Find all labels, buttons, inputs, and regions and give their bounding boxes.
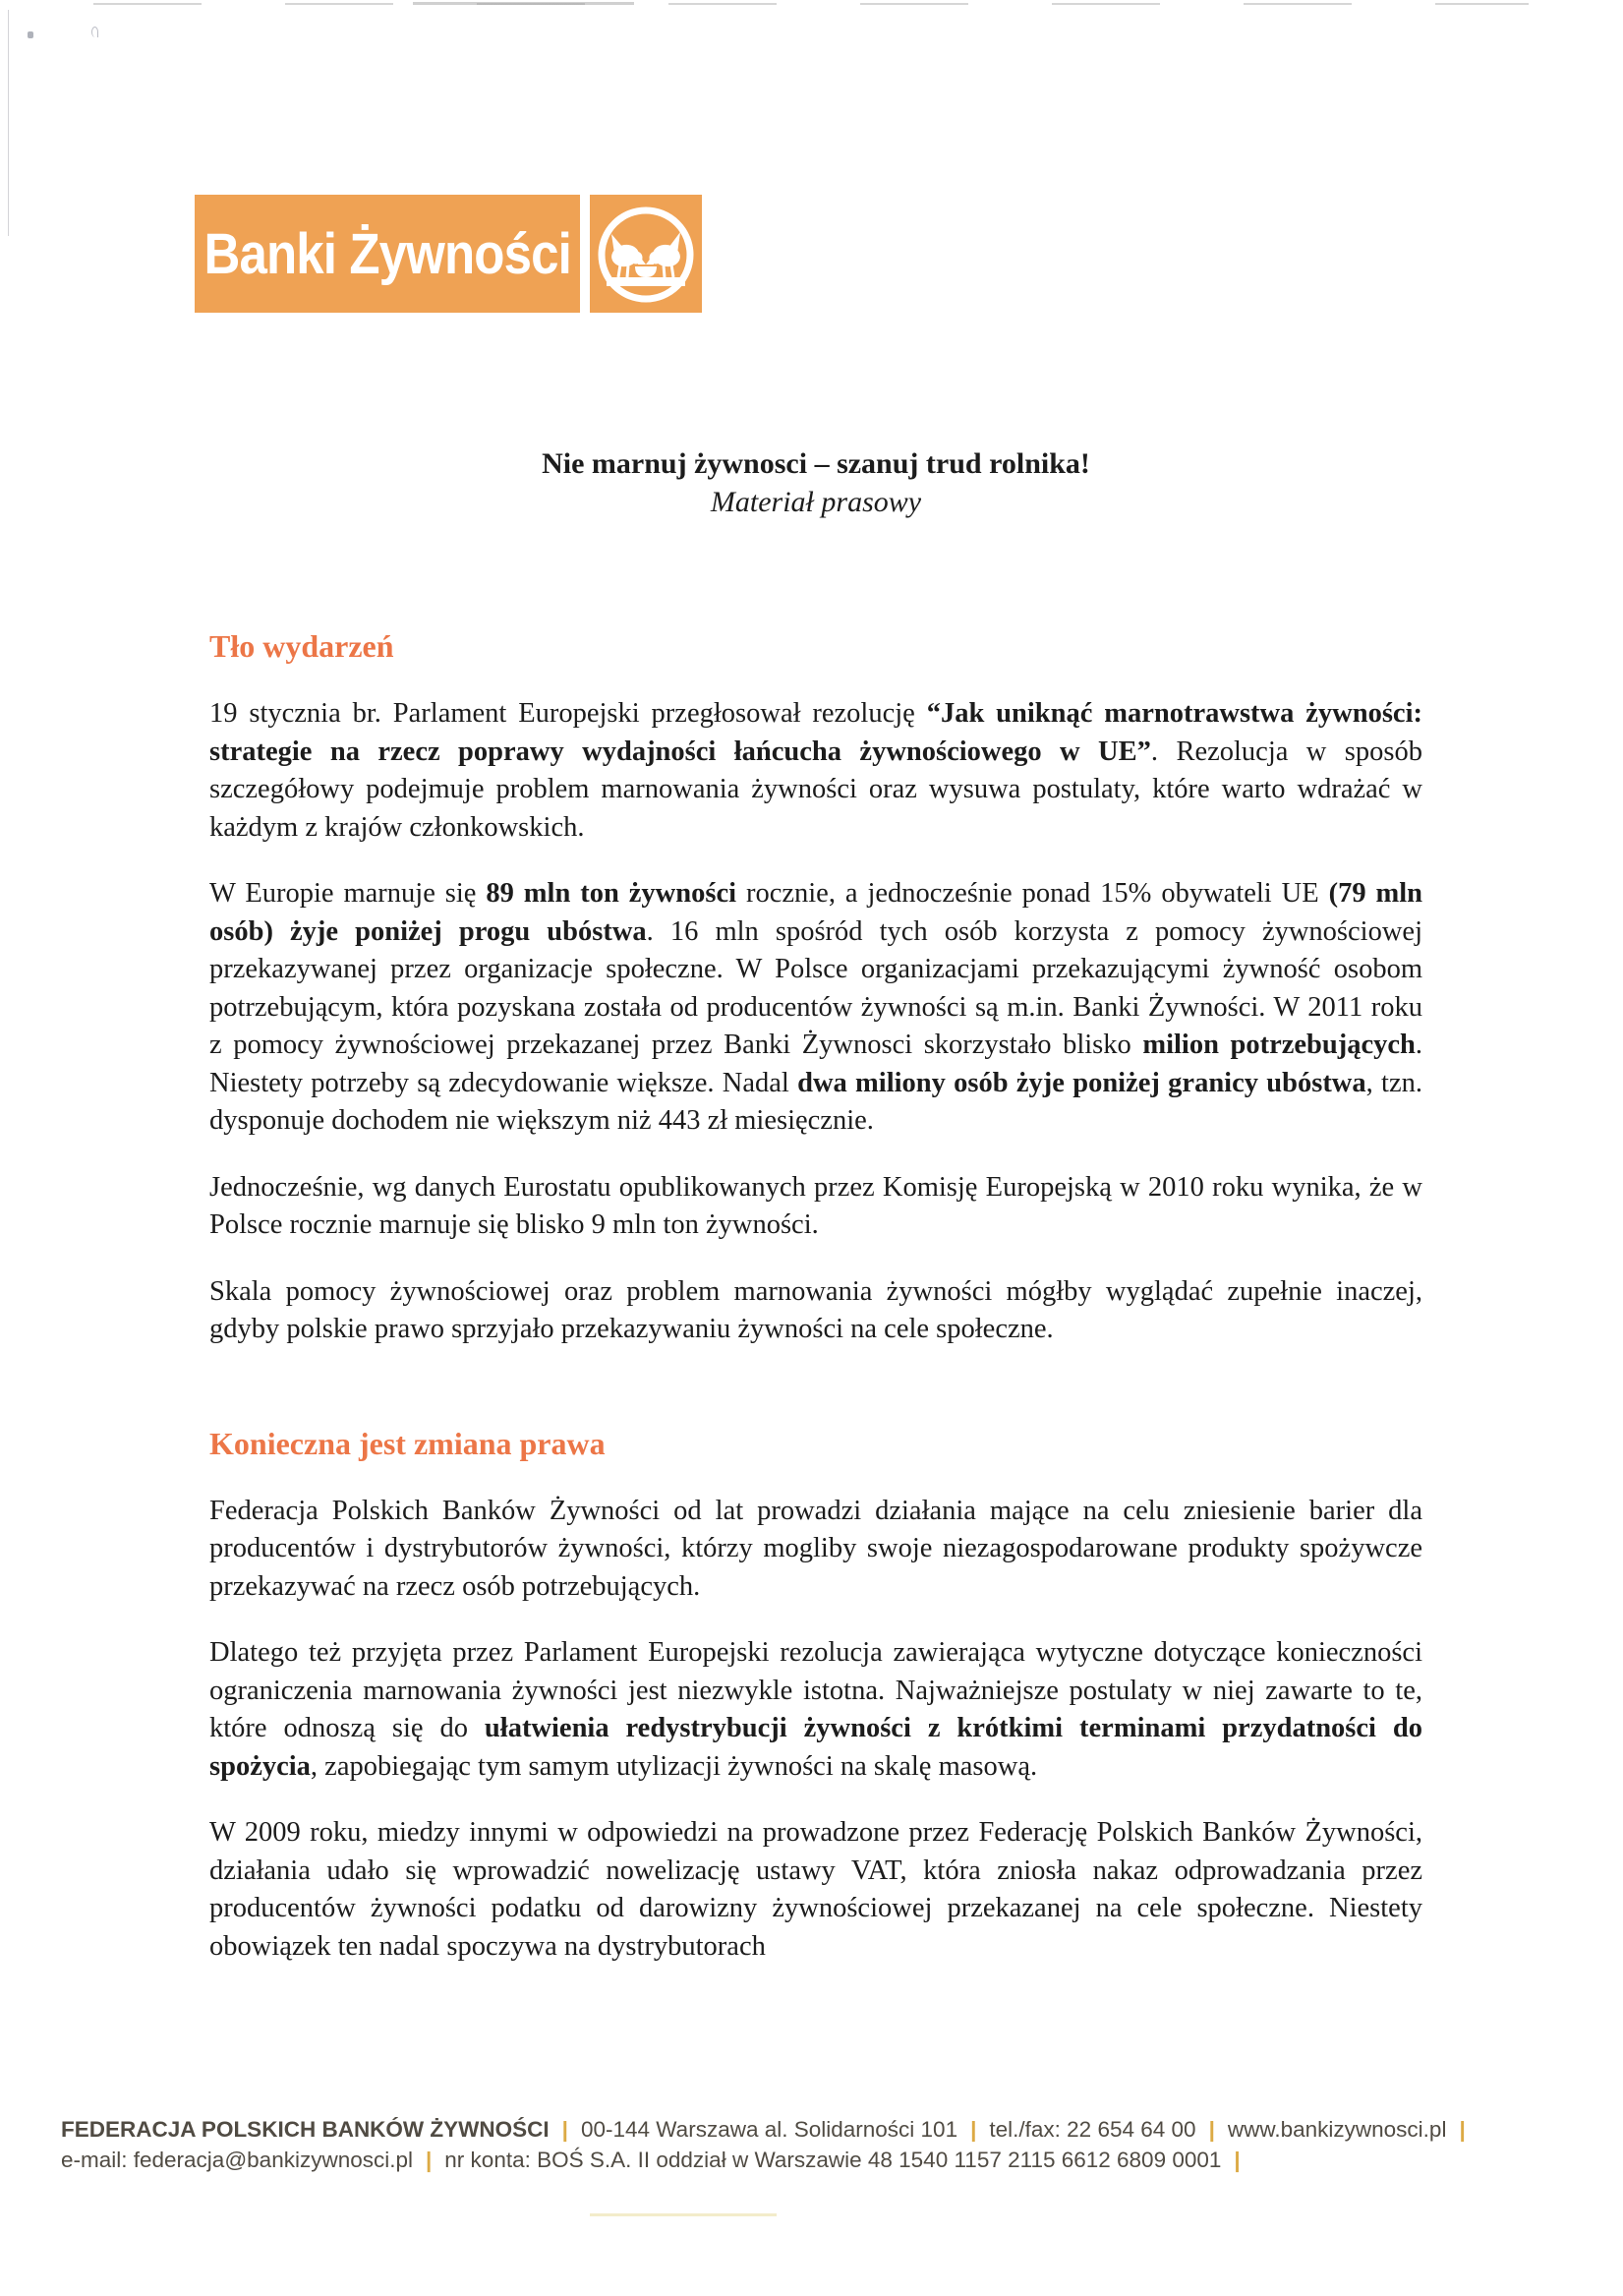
document-body bbox=[209, 629, 1422, 1994]
footer-line bbox=[61, 2145, 1594, 2175]
scan-artifact bbox=[91, 27, 98, 37]
paragraph bbox=[209, 1634, 1422, 1786]
section-heading: Tło wydarzeń bbox=[209, 628, 394, 664]
scan-artifact bbox=[590, 2213, 777, 2216]
paragraph-text: , tzn. dysponuje dochodem nie większym niż 443 zł miesięcznie. bbox=[209, 1067, 1422, 1136]
paragraph-text: Federacja Polskich Banków Żywności od lat prowadzi działania mające na celu zniesienie barier dla producentów i dystrybutorów żywności, którzy mogliby swoje niezagospodarowane produkty spożywcze przekazywać na rzecz osób potrzebujących. bbox=[209, 1495, 1422, 1602]
paragraph-text-bold: dwa miliony osób żyje poniżej granicy ubóstwa bbox=[797, 1067, 1366, 1098]
footer-item: FEDERACJA POLSKICH BANKÓW ŻYWNOŚCI bbox=[61, 2117, 550, 2142]
paragraph-text: . Rezolucja w sposób szczegółowy podejmuje problem marnowania żywności oraz wysuwa postulaty, które warto wdrażać w każdym z krajów członkowskich. bbox=[209, 736, 1422, 843]
footer-item: tel./fax: 22 654 64 00 bbox=[989, 2117, 1196, 2142]
footer-item: nr konta: BOŚ S.A. II oddział w Warszawie 48 1540 1157 2115 6612 6809 0001 bbox=[444, 2148, 1222, 2172]
paragraph bbox=[209, 695, 1422, 847]
paragraph bbox=[209, 1169, 1422, 1245]
paragraph-text: . 16 mln spośród tych osób korzysta z pomocy żywnościowej przekazywanej przez organizacje społeczne. W Polsce organizacjami przekazującymi żywność osobom potrzebującym, która pozyskana została od producentów żywności są m.in. Banki Żywności. W 2011 roku z pomocy żywnościowej przekazanej przez Banki Żywnosci skorzystało blisko bbox=[209, 915, 1422, 1060]
paragraph bbox=[209, 875, 1422, 1141]
paragraph-text: rocznie, a jednocześnie ponad 15% obywateli UE bbox=[736, 878, 1329, 909]
footer-separator: | bbox=[1234, 2148, 1241, 2172]
logo-wordmark bbox=[195, 195, 580, 313]
footer-separator: | bbox=[561, 2117, 568, 2142]
footer-separator: | bbox=[426, 2148, 433, 2172]
paragraph-text: Jednocześnie, wg danych Eurostatu opublikowanych przez Komisję Europejską w 2010 roku wynika, że w Polsce rocznie marnuje się blisko 9 mln ton żywności. bbox=[209, 1171, 1422, 1240]
footer-item: 00-144 Warszawa al. Solidarności 101 bbox=[580, 2117, 958, 2142]
paragraph-text-bold: (79 mln osób) żyje poniżej progu ubóstwa bbox=[209, 878, 1423, 947]
paragraph-text: , zapobiegając tym samym utylizacji żywności na skalę masową. bbox=[310, 1750, 1038, 1782]
footer-item: e-mail: federacja@bankizywnosci.pl bbox=[61, 2148, 413, 2172]
paragraph-text-bold: milion potrzebujących bbox=[1142, 1030, 1416, 1060]
paragraph-text: . Niestety potrzeby są zdecydowanie większe. Nadal bbox=[209, 1030, 1422, 1098]
paragraph bbox=[209, 1814, 1422, 1966]
paragraph-text: W 2009 roku, miedzy innymi w odpowiedzi na prowadzone przez Federację Polskich Banków Żywności, działania udało się wprowadzić nowelizację ustawy VAT, która zniosła nakaz odprowadzania przez producentów żywności podatku od darowizny żywnościowej przekazanej na cele społeczne. Niestety obowiązek ten nadal spoczywa na dystrybutorach bbox=[209, 1817, 1422, 1962]
logo-text: Banki Żywności bbox=[203, 221, 571, 286]
paragraph-text-bold: “Jak uniknąć marnotrawstwa żywności: strategie na rzecz poprawy wydajności łańcucha żywnościowego w UE” bbox=[209, 698, 1422, 767]
paragraph-text: Skala pomocy żywnościowej oraz problem marnowania żywności mógłby wyglądać zupełnie inaczej, gdyby polskie prawo sprzyjało przekazywaniu żywności na cele społeczne. bbox=[209, 1275, 1422, 1344]
document-subtitle: Materiał prasowy bbox=[710, 486, 922, 518]
birds-feeding-bowl-icon bbox=[590, 195, 702, 313]
section-heading: Konieczna jest zmiana prawa bbox=[209, 1425, 606, 1461]
banki-zywnosci-logo bbox=[195, 195, 702, 313]
paragraph bbox=[209, 1273, 1422, 1349]
scan-artifact bbox=[93, 3, 1529, 5]
paragraph-text-bold: ułatwienia redystrybucji żywności z krótkimi terminami przydatności do spożycia bbox=[209, 1713, 1423, 1782]
footer-separator: | bbox=[1208, 2117, 1215, 2142]
page-footer bbox=[61, 2114, 1594, 2175]
footer-separator: | bbox=[970, 2117, 977, 2142]
scan-artifact bbox=[28, 31, 33, 38]
document-title: Nie marnuj żywnosci – szanuj trud rolnika! bbox=[542, 447, 1090, 480]
footer-line bbox=[61, 2114, 1594, 2145]
paragraph-text: W Europie marnuje się bbox=[209, 878, 487, 909]
document-title-block bbox=[209, 444, 1422, 521]
scan-artifact bbox=[8, 10, 9, 236]
paragraph bbox=[209, 1493, 1422, 1607]
footer-item: www.bankizywnosci.pl bbox=[1227, 2117, 1447, 2142]
paragraph-text: 19 stycznia br. Parlament Europejski przegłosował rezolucję bbox=[209, 698, 927, 729]
paragraph-text-bold: 89 mln ton żywności bbox=[486, 878, 737, 909]
document-sections bbox=[209, 629, 1422, 1966]
footer-separator: | bbox=[1459, 2117, 1466, 2142]
paragraph-text: Dlatego też przyjęta przez Parlament Europejski rezolucja zawierająca wytyczne dotyczące konieczności ograniczenia marnowania żywności jest niezwykle istotna. Najważniejsze postulaty w niej zawarte to te, które odnoszą się do bbox=[209, 1637, 1422, 1743]
scan-artifact bbox=[413, 2, 634, 5]
